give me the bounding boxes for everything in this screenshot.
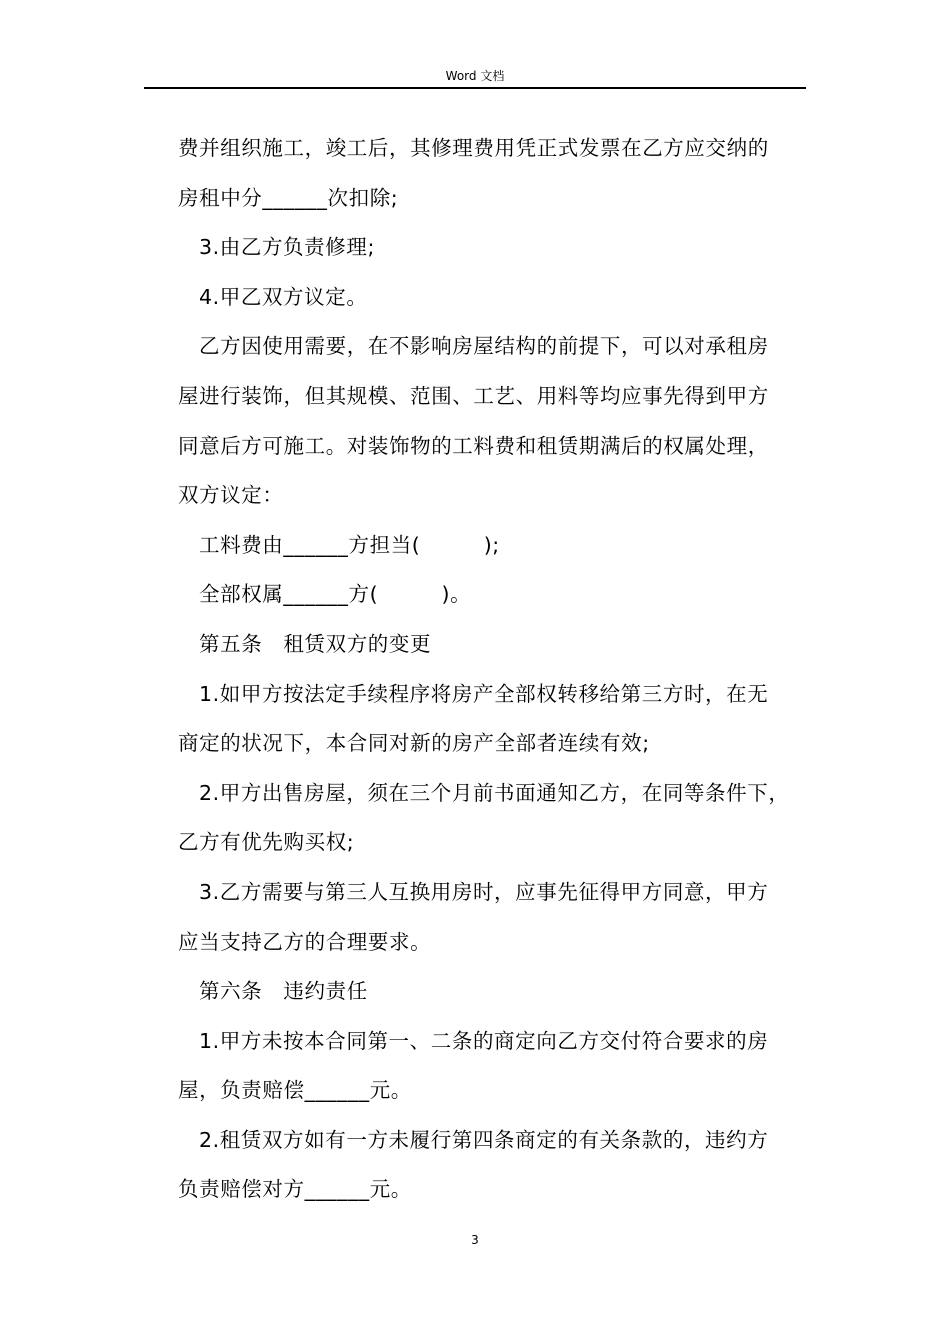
page-number: 3 [471, 1233, 479, 1247]
body-line: 双方议定： [178, 483, 284, 508]
body-line: 1.甲方未按本合同第一、二条的商定向乙方交付符合要求的房 [199, 1028, 769, 1053]
body-line: 费并组织施工，竣工后，其修理费用凭正式发票在乙方应交纳的 [178, 136, 769, 160]
section-heading: 第六条 违约责任 [199, 979, 368, 1004]
body-line: 4.甲乙双方议定。 [199, 284, 368, 309]
document-body [178, 124, 808, 1215]
body-line: 乙方有优先购买权; [178, 830, 355, 855]
body-line: 商定的状况下，本合同对新的房产全部者连续有效; [178, 731, 650, 756]
body-line: 2.甲方出售房屋，须在三个月前书面通知乙方，在同等条件下， [199, 780, 790, 805]
body-line: 屋，负责赔偿______元。 [178, 1078, 412, 1103]
body-line: 全部权属______方( )。 [199, 582, 472, 607]
body-line: 房租中分______次扣除; [178, 185, 399, 210]
body-line: 3.由乙方负责修理; [199, 235, 375, 260]
header-divider [144, 87, 806, 89]
page-header-title: Word 文档 [445, 69, 505, 83]
body-line: 屋进行装饰，但其规模、范围、工艺、用料等均应事先得到甲方 [178, 383, 769, 408]
body-line: 3.乙方需要与第三人互换用房时，应事先征得甲方同意，甲方 [199, 879, 769, 904]
body-line: 负责赔偿对方______元。 [178, 1177, 412, 1202]
body-line: 工料费由______方担当( ); [199, 532, 500, 557]
body-line: 乙方因使用需要，在不影响房屋结构的前提下，可以对承租房 [199, 334, 769, 359]
body-line: 2.租赁双方如有一方未履行第四条商定的有关条款的，违约方 [199, 1127, 769, 1152]
body-line: 1.如甲方按法定手续程序将房产全部权转移给第三方时，在无 [199, 681, 769, 706]
body-line: 应当支持乙方的合理要求。 [178, 929, 432, 954]
body-line: 同意后方可施工。对装饰物的工料费和租赁期满后的权属处理， [178, 433, 769, 458]
section-heading: 第五条 租赁双方的变更 [199, 631, 432, 656]
